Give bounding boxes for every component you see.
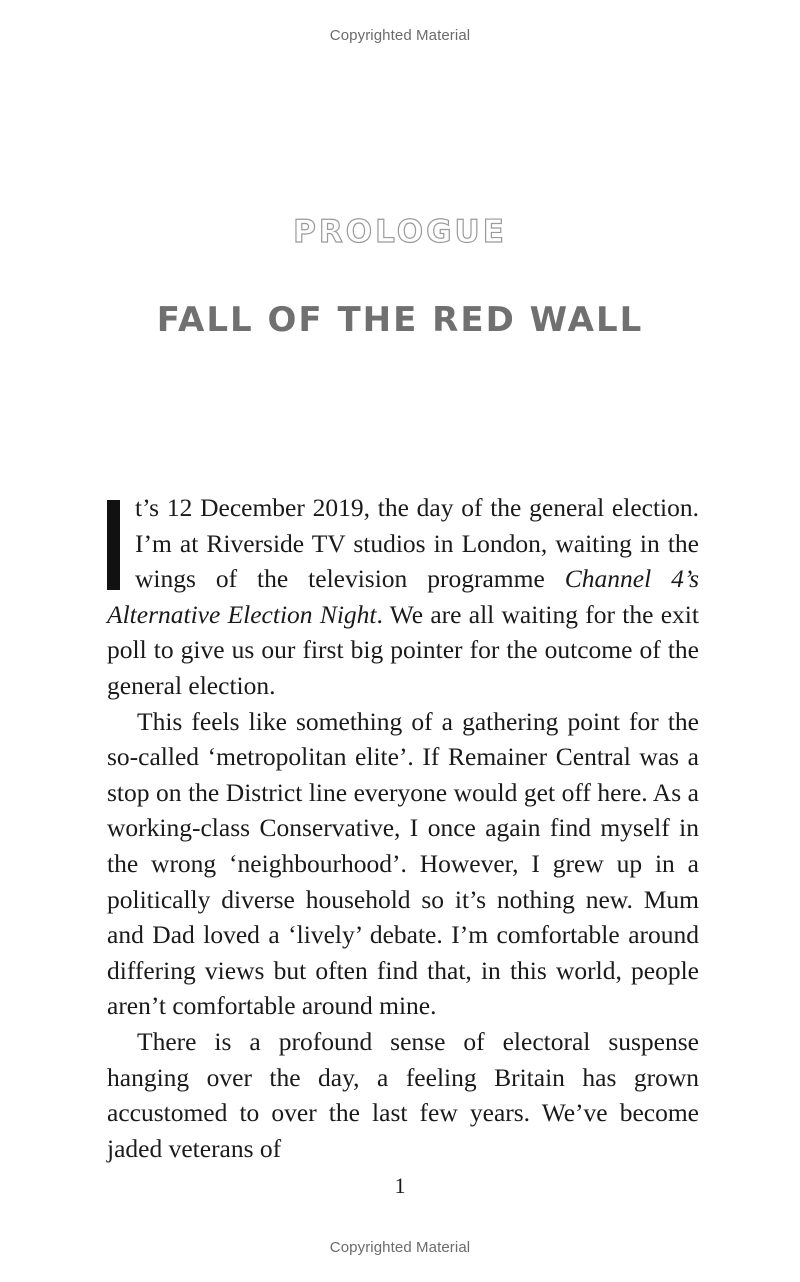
body-text [107, 490, 699, 1166]
paragraph-1-text-a: t’s 12 December 2019, the day of the general election. I’m at Riverside TV studios in London, waiting in the wings of the television programme [135, 493, 699, 594]
copyright-watermark-top: Copyrighted Material [329, 27, 471, 44]
paragraph-2: This feels like something of a gathering point for the so-called ‘metropolitan elite’. If Remainer Central was a stop on the District line everyone would get off here. As a working-class Conservative, I once again find myself in the wrong ‘neighbourhood’. However, I grew up in a politically diverse household so it’s nothing new. Mum and Dad loved a ‘lively’ debate. I’m comfortable around differing views but often find that, in this world, people aren’t comfortable around mine. [107, 706, 699, 1021]
drop-cap [107, 495, 123, 591]
paragraph-1 [107, 490, 699, 704]
section-label: PROLOGUE [293, 214, 507, 250]
chapter-title: FALL OF THE RED WALL [156, 300, 644, 340]
paragraph-1-text-b: . We are all waiting for the exit poll to give us our first big pointer for the outcome of the general election. [107, 599, 699, 700]
programme-title: Channel 4’s Alternative Election Night [107, 564, 699, 629]
drop-cap-glyph [107, 500, 120, 590]
paragraph-3: There is a profound sense of electoral suspense hanging over the day, a feeling Britain has grown accustomed to over the last few years. We’ve become jaded veterans of [107, 1026, 699, 1163]
copyright-watermark-bottom: Copyrighted Material [329, 1239, 471, 1256]
page-number: 1 [394, 1173, 406, 1198]
